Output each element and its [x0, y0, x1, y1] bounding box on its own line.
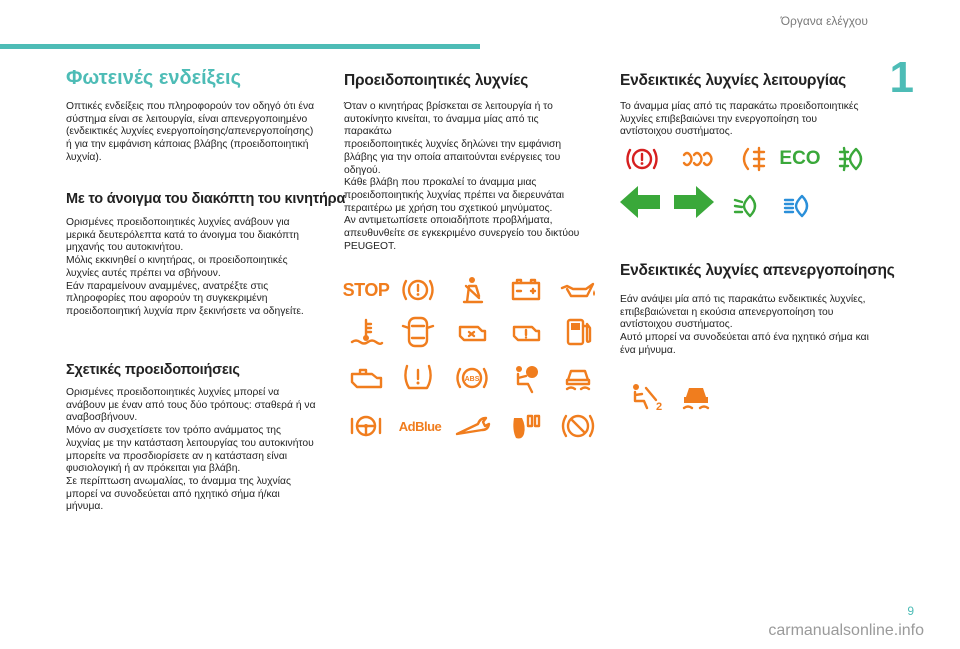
engine-fault-outline-icon [346, 362, 386, 394]
main-beam-icon [780, 190, 820, 222]
turn-right-indicator-icon [672, 184, 716, 220]
engine-fault-icon [452, 316, 492, 348]
ignition-text: Ορισμένες προειδοποιητικές λυχνίες ανάβουν για μερικά δευτερόλεπτα κατά το άνοιγμα του διακόπτη μηχανής του αυτοκινήτου. Μόλις εκκινηθεί ο κινητήρας, οι προειδοποιητικές λυχνίες αυτές πρέπει να σβήνουν. Εάν παραμείνουν αναμμένες, ανατρέξτε στις πληροφορίες που αφορούν τη συγκεκριμένη προειδοποιητική λυχνία πριν ξεκινήσετε να οδηγείτε. [66, 217, 304, 317]
stability-control-icon [558, 362, 598, 394]
foot-on-brake-icon [506, 410, 546, 442]
chapter-number: 1 [889, 53, 914, 102]
svg-text:2: 2 [656, 401, 663, 413]
service-wrench-icon [452, 410, 492, 442]
warning-text: Όταν ο κινητήρας βρίσκεται σε λειτουργία ή το αυτοκίνητο κινείται, το άναμμα μίας από τις παρακάτω προειδοποιητικές λυχνίες δηλώνει την εμφάνιση βλάβης για την οποία απαιτούνται ενέργειες του οδηγού. Κάθε βλάβη που προκαλεί το άναμμα μιας προειδοποιητικής λυχνίας πρέπει να διερευνάται περαιτέρω με χρήση του σχετικού μηνύματος. Αν αντιμετωπίσετε οποιαδήποτε προβλήματα, απευθυνθείτε σε εγκεκριμένο συνεργείο του δικτύου PEUGEOT. [344, 101, 580, 252]
heading-related: Σχετικές προειδοποιήσεις [66, 362, 240, 378]
tyre-pressure-icon [398, 362, 438, 394]
airbag-deactivated-icon [624, 380, 664, 412]
dipped-beam-icon [730, 190, 770, 222]
battery-icon [506, 274, 546, 306]
engine-warning-icon [506, 316, 546, 348]
page-number: 9 [907, 604, 914, 618]
stop-icon [342, 274, 390, 306]
rear-fog-lamp-icon [730, 143, 770, 175]
deactivation-text: Εάν ανάψει μία από τις παρακάτω ενδεικτικές λυχνίες, επιβεβαιώνεται η εκούσια απενεργοποίηση του αντίστοιχου συστήματος. Αυτό μπορεί να συνοδεύεται από ένα ηχητικό σήμα και ένα μήνυμα. [620, 294, 869, 356]
title-lamps: Φωτεινές ενδείξεις [66, 67, 241, 89]
stability-control-off-icon [676, 380, 716, 412]
title-warning-lamps: Προειδοποιητικές λυχνίες [344, 72, 529, 89]
title-deactivation-lamps: Ενδεικτικές λυχνίες απενεργοποίησης [620, 262, 895, 279]
oil-pressure-icon [558, 274, 598, 306]
seatbelt-icon [452, 274, 492, 306]
title-indicator-lamps: Ενδεικτικές λυχνίες λειτουργίας [620, 72, 847, 89]
intro-text: Οπτικές ενδείξεις που πληροφορούν τον οδηγό ότι ένα σύστημα είναι σε λειτουργία, είναι απενεργοποιημένο (ενδεικτικές λυχνίες ενεργοποίησης/απενεργοποίησης) ή για την εμφάνιση κάποιας βλάβης (προειδοποιητική λυχνία). [66, 101, 315, 163]
related-text: Ορισμένες προειδοποιητικές λυχνίες μπορεί να ανάβουν με έναν από τους δύο τρόπους: σταθερά ή να αναβοσβήνουν. Μόνο αν συσχετίσετε τον τρόπο ανάμματος της λυχνίας με την κατάσταση λειτουργίας του αυτοκινήτου μπορείτε να προσδιορίσετε αν η κατάσταση είναι φυσιολογική ή αν πρόκειται για βλάβη. Σε περίπτωση ανωμαλίας, το άναμμα της λυχνίας μπορεί να συνοδεύεται από ηχητικό σήμα ή/και μήνυμα. [66, 387, 316, 513]
eco-indicator-icon [776, 143, 824, 175]
abs-icon-label: ABS [464, 376, 480, 383]
header-accent-bar [0, 44, 480, 49]
front-fog-lamp-icon [834, 143, 874, 175]
electric-parking-brake-icon [558, 410, 598, 442]
door-open-icon [398, 316, 438, 348]
indicator-text: Το άναμμα μίας από τις παρακάτω προειδοποιητικές λυχνίες επιβεβαιώνει την ενεργοποίηση του αντίστοιχου συστήματος. [620, 101, 859, 138]
abs-icon [452, 362, 492, 394]
airbag-icon [506, 362, 546, 394]
coolant-temperature-icon [346, 316, 386, 348]
fuel-level-icon [558, 316, 598, 348]
adblue-icon-label: AdBlue [398, 418, 442, 434]
adblue-icon [398, 410, 442, 442]
watermark: carmanualsonline.info [768, 622, 924, 639]
heading-ignition: Με το άνοιγμα του διακόπτη του κινητήρα [66, 191, 346, 207]
parking-brake-indicator-icon [622, 143, 662, 175]
eco-label: ECO [779, 148, 821, 169]
section-title: Όργανα ελέγχου [780, 14, 868, 28]
power-steering-icon [346, 410, 386, 442]
turn-left-indicator-icon [618, 184, 662, 220]
brake-warning-icon [398, 274, 438, 306]
glow-plug-icon [676, 143, 716, 175]
stop-icon-label: STOP [342, 279, 390, 300]
